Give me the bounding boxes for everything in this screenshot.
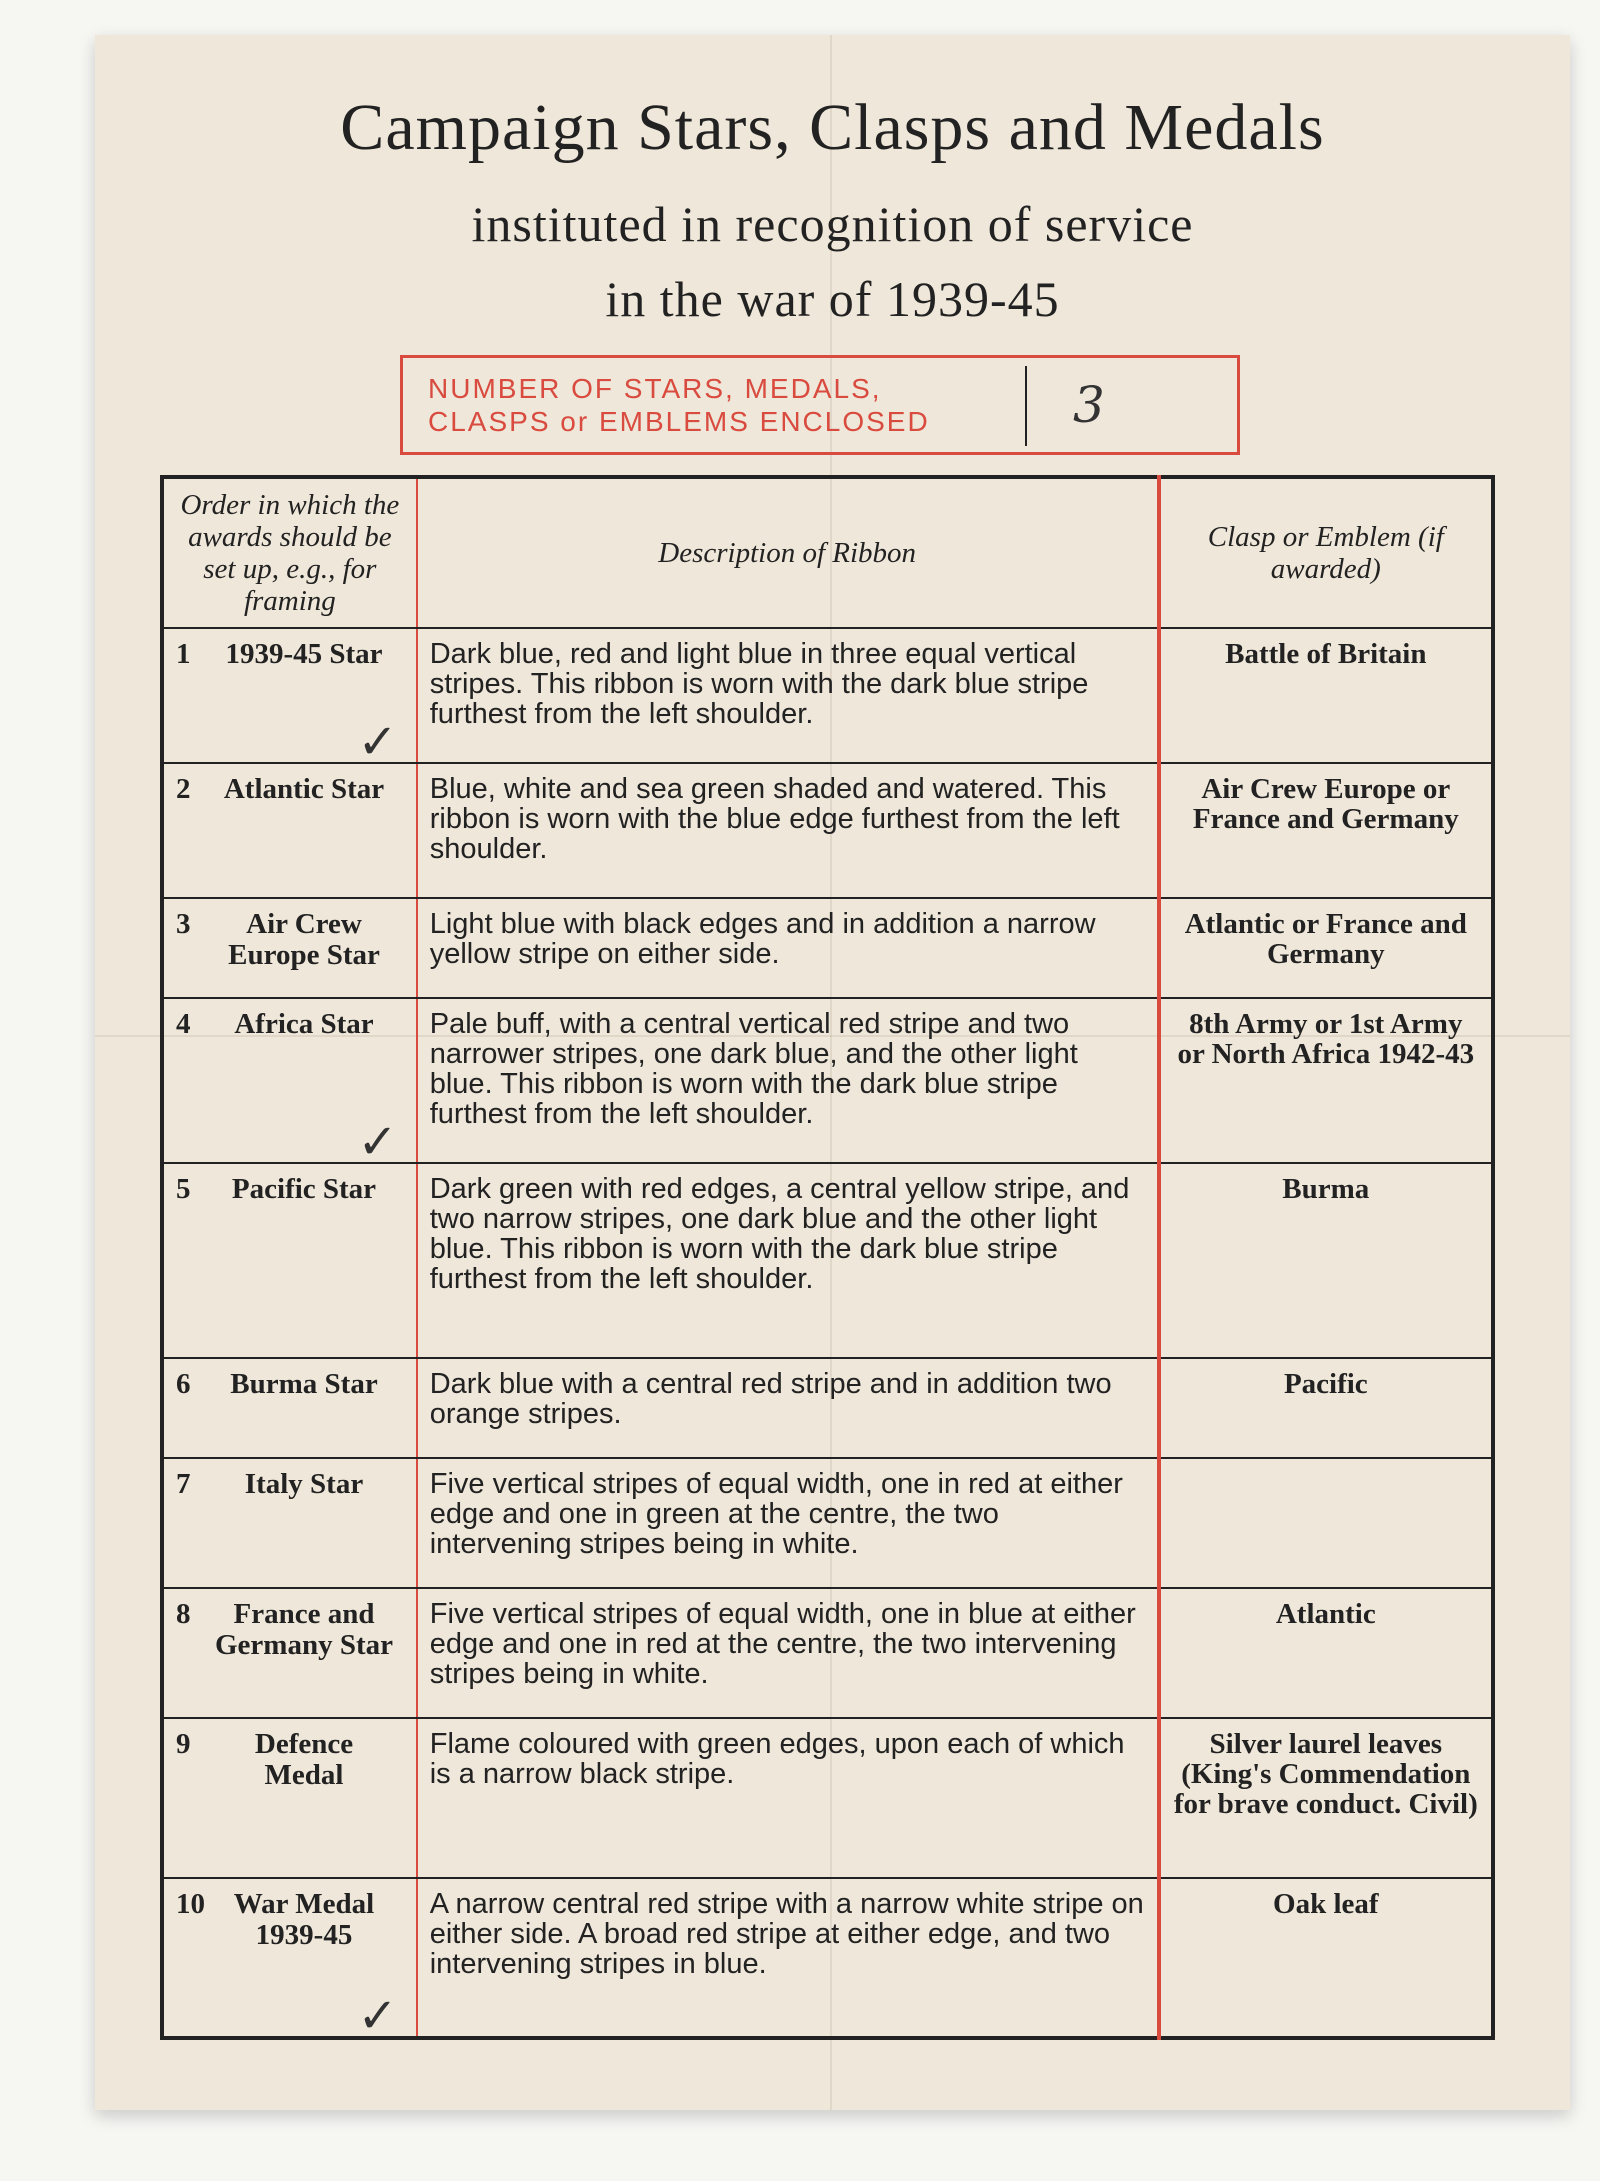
check-mark-icon: ✓ — [357, 714, 398, 770]
ribbon-description: Five vertical stripes of equal width, one in blue at either edge and one in red at the centre, the two intervening stripes being in white. — [417, 1588, 1159, 1718]
award-order-cell — [162, 898, 417, 998]
award-name: Africa Star — [234, 1008, 374, 1040]
ribbon-description: Light blue with black edges and in addition a narrow yellow stripe on either side. — [417, 898, 1159, 998]
clasp-or-emblem: Air Crew Europe or France and Germany — [1159, 763, 1493, 898]
header-description: Description of Ribbon — [417, 477, 1159, 628]
award-number: 10 — [176, 1888, 205, 1920]
award-name: Defence Medal — [254, 1728, 354, 1791]
award-name: War Medal 1939-45 — [233, 1888, 375, 1951]
award-order-cell — [162, 1163, 417, 1358]
award-name: France and Germany Star — [215, 1598, 393, 1661]
check-mark-icon: ✓ — [357, 1114, 398, 1170]
award-name: Burma Star — [230, 1368, 378, 1400]
document-title: Campaign Stars, Clasps and Medals — [340, 91, 1325, 164]
table-row — [162, 1718, 1493, 1878]
award-number: 3 — [176, 908, 191, 940]
award-order-cell — [162, 998, 417, 1170]
clasp-or-emblem: Burma — [1159, 1163, 1493, 1358]
award-name: Atlantic Star — [223, 773, 385, 805]
award-name: Italy Star — [244, 1468, 364, 1500]
award-number: 6 — [176, 1368, 191, 1400]
ribbon-description: Dark blue with a central red stripe and in addition two orange stripes. — [417, 1358, 1159, 1458]
enclosed-count-box — [400, 355, 1240, 455]
award-number: 5 — [176, 1173, 191, 1205]
award-order-cell — [162, 1718, 417, 1878]
award-number: 4 — [176, 1008, 191, 1040]
clasp-or-emblem: Oak leaf — [1159, 1878, 1493, 2038]
award-name: Air Crew Europe Star — [228, 908, 380, 971]
award-order-cell — [162, 1878, 417, 2044]
table-row — [162, 898, 1493, 998]
award-number: 7 — [176, 1468, 191, 1500]
table-row — [162, 1358, 1493, 1458]
check-mark-icon: ✓ — [357, 1988, 398, 2044]
header-clasp: Clasp or Emblem (if awarded) — [1159, 477, 1493, 628]
clasp-or-emblem: Silver laurel leaves (King's Commendation for brave conduct. Civil) — [1159, 1718, 1493, 1878]
clasp-or-emblem: Atlantic or France and Germany — [1159, 898, 1493, 998]
document-subtitle-line-2: in the war of 1939-45 — [605, 271, 1060, 327]
award-order-cell — [162, 1588, 417, 1718]
award-number: 8 — [176, 1598, 191, 1630]
document-subtitle-line-1: instituted in recognition of service — [471, 196, 1194, 252]
award-name: Pacific Star — [231, 1173, 377, 1205]
ribbon-description: Dark green with red edges, a central yellow stripe, and two narrow stripes, one dark blue and the other light blue. This ribbon is worn with the dark blue stripe furthest from the left shoulder. — [417, 1163, 1159, 1358]
table-row — [162, 763, 1493, 898]
clasp-or-emblem: Atlantic — [1159, 1588, 1493, 1718]
award-rows — [162, 628, 1493, 2044]
clasp-or-emblem: Battle of Britain — [1159, 628, 1493, 763]
award-number: 9 — [176, 1728, 191, 1760]
enclosed-count-value: 3 — [1073, 376, 1105, 434]
table-header-row — [162, 477, 1493, 628]
award-order-cell — [162, 1458, 417, 1588]
award-number: 1 — [176, 638, 191, 670]
table-row — [162, 1588, 1493, 1718]
award-order-cell — [162, 628, 417, 770]
ribbon-description: Dark blue, red and light blue in three equal vertical stripes. This ribbon is worn with the dark blue stripe furthest from the left shoulder. — [417, 628, 1159, 763]
ribbon-description: Pale buff, with a central vertical red stripe and two narrower stripes, one dark blue, and the other light blue. This ribbon is worn with the dark blue stripe furthest from the left shoulder. — [417, 998, 1159, 1163]
ribbon-description: Blue, white and sea green shaded and watered. This ribbon is worn with the blue edge furthest from the left shoulder. — [417, 763, 1159, 898]
enclosed-label-line-2: CLASPS or EMBLEMS ENCLOSED — [428, 406, 930, 437]
table-row — [162, 1163, 1493, 1358]
header-order: Order in which the awards should be set up, e.g., for framing — [162, 477, 417, 628]
award-order-cell — [162, 763, 417, 898]
table-row — [162, 628, 1493, 763]
clasp-or-emblem — [1159, 1458, 1493, 1588]
clasp-or-emblem: 8th Army or 1st Army or North Africa 1942-43 — [1159, 998, 1493, 1163]
ribbon-description: A narrow central red stripe with a narrow white stripe on either side. A broad red stripe at either edge, and two intervening stripes in blue. — [417, 1878, 1159, 2038]
award-name: 1939-45 Star — [225, 638, 383, 670]
ribbon-description: Five vertical stripes of equal width, one in red at either edge and one in green at the centre, the two intervening stripes being in white. — [417, 1458, 1159, 1588]
enclosed-label-line-1: NUMBER OF STARS, MEDALS, — [428, 373, 882, 404]
enclosed-count-label — [428, 372, 1028, 438]
award-order-cell — [162, 1358, 417, 1458]
document-sheet — [95, 35, 1570, 2110]
awards-table — [160, 475, 1495, 2044]
count-divider — [1025, 366, 1027, 446]
award-number: 2 — [176, 773, 191, 805]
table-row — [162, 998, 1493, 1163]
table-row — [162, 1878, 1493, 2038]
table-row — [162, 1458, 1493, 1588]
ribbon-description: Flame coloured with green edges, upon each of which is a narrow black stripe. — [417, 1718, 1159, 1878]
clasp-or-emblem: Pacific — [1159, 1358, 1493, 1458]
